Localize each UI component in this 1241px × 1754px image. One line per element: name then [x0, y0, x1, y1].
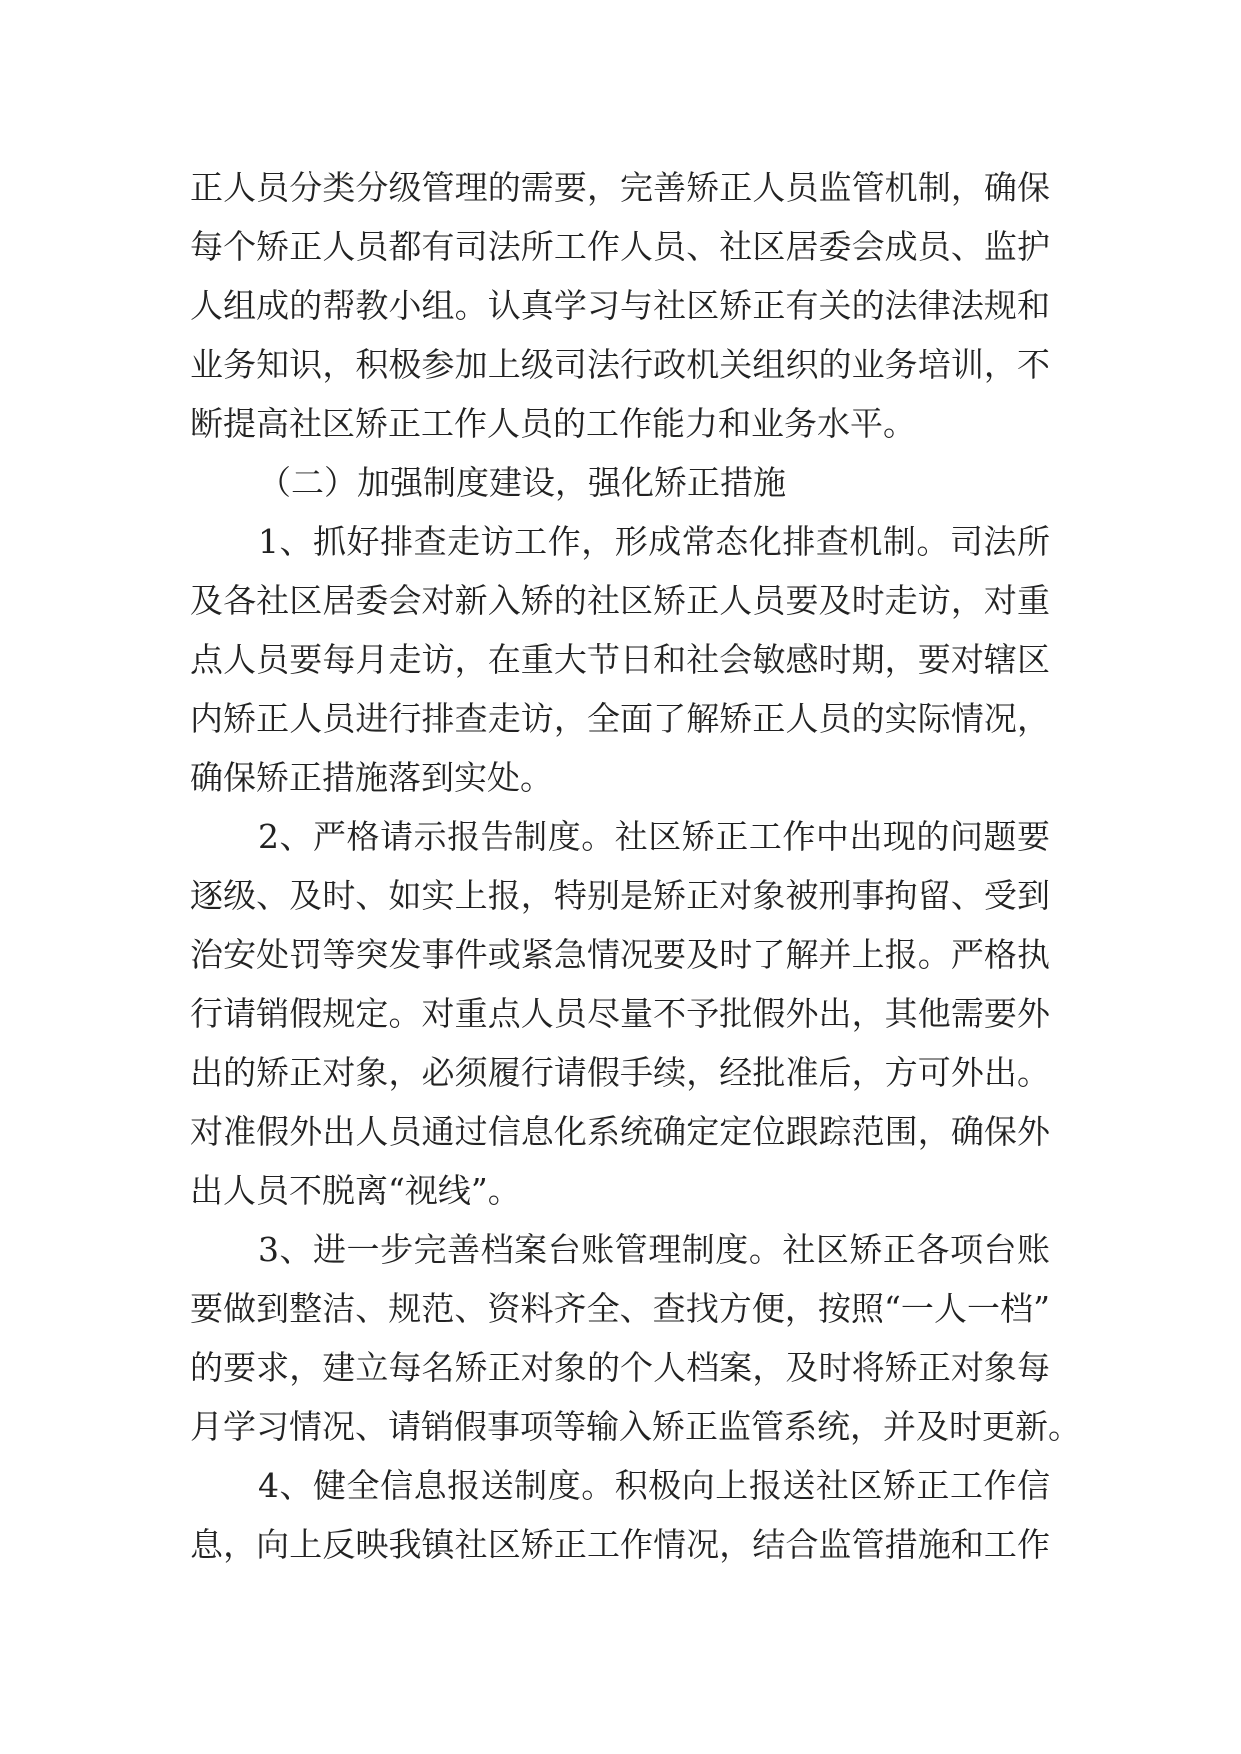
paragraph-start-line: 4、健全信息报送制度。积极向上报送社区矫正工作信 — [258, 1466, 1050, 1505]
body-line: 月学习情况、请销假事项等输入矫正监管系统，并及时更新。 — [190, 1407, 1081, 1446]
body-line: 的要求，建立每名矫正对象的个人档案，及时将矫正对象每 — [190, 1348, 1050, 1387]
paragraph-start-line: 1、抓好排查走访工作，形成常态化排查机制。司法所 — [258, 522, 1050, 561]
paragraph-start-line: 3、进一步完善档案台账管理制度。社区矫正各项台账 — [258, 1230, 1050, 1269]
section-heading: （二）加强制度建设，强化矫正措施 — [258, 463, 786, 502]
body-line: 逐级、及时、如实上报，特别是矫正对象被刑事拘留、受到 — [190, 876, 1050, 915]
body-line: 要做到整洁、规范、资料齐全、查找方便，按照“一人一档” — [190, 1289, 1050, 1328]
body-line: 治安处罚等突发事件或紧急情况要及时了解并上报。严格执 — [190, 935, 1050, 974]
body-line: 内矫正人员进行排查走访，全面了解矫正人员的实际情况， — [190, 699, 1050, 738]
body-line: 及各社区居委会对新入矫的社区矫正人员要及时走访，对重 — [190, 581, 1050, 620]
body-line: 正人员分类分级管理的需要，完善矫正人员监管机制，确保 — [190, 168, 1050, 207]
document-body — [190, 158, 1081, 1574]
body-line: 点人员要每月走访，在重大节日和社会敏感时期，要对辖区 — [190, 640, 1050, 679]
body-line: 出的矫正对象，必须履行请假手续，经批准后，方可外出。 — [190, 1053, 1050, 1092]
body-line: 息，向上反映我镇社区矫正工作情况，结合监管措施和工作 — [190, 1525, 1050, 1564]
body-line: 出人员不脱离“视线”。 — [190, 1171, 521, 1210]
body-line: 行请销假规定。对重点人员尽量不予批假外出，其他需要外 — [190, 994, 1050, 1033]
body-line: 业务知识，积极参加上级司法行政机关组织的业务培训，不 — [190, 345, 1050, 384]
body-line: 对准假外出人员通过信息化系统确定定位跟踪范围，确保外 — [190, 1112, 1050, 1151]
body-line: 人组成的帮教小组。认真学习与社区矫正有关的法律法规和 — [190, 286, 1050, 325]
paragraph-start-line: 2、严格请示报告制度。社区矫正工作中出现的问题要 — [258, 817, 1050, 856]
body-line: 每个矫正人员都有司法所工作人员、社区居委会成员、监护 — [190, 227, 1050, 266]
body-line: 确保矫正措施落到实处。 — [190, 758, 553, 797]
body-line: 断提高社区矫正工作人员的工作能力和业务水平。 — [190, 404, 916, 443]
